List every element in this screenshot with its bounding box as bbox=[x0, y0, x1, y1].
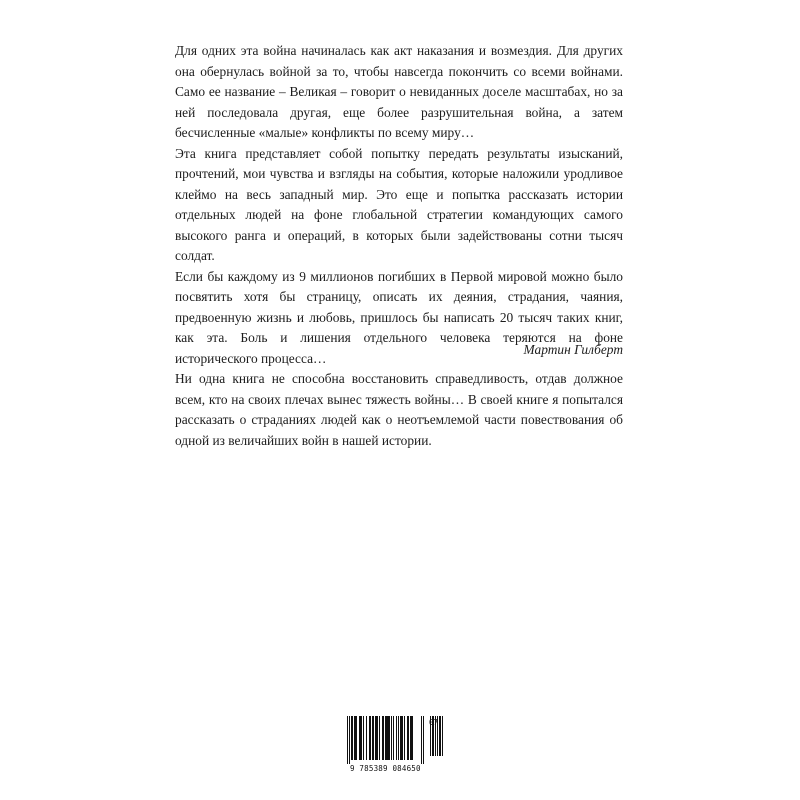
barcode-bar bbox=[398, 716, 399, 760]
paragraph-2: Эта книга представляет собой попытку передать результаты изысканий, прочтений, мои чувства и взгляды на события, которые наложили уродливое клеймо на весь западный мир. Это еще и попытка рассказать истории отдельных людей на фоне глобальной стратегии командующих самого высокого ранга и операций, в которых были задействованы сотни тысяч солдат. bbox=[175, 145, 623, 263]
barcode-bar bbox=[389, 716, 390, 760]
barcode-bar bbox=[423, 716, 424, 764]
paragraph-3: Если бы каждому из 9 миллионов погибших в Первой мировой можно было посвятить хотя бы страницу, описать их деяния, страдания, чаяния, предвоенную жизнь и любовь, пришлось бы написать 20 тысяч таких книг, как эта. Боль и лишения отдельного человека теряются на фоне исторического процесса… bbox=[175, 268, 623, 366]
barcode-bar bbox=[404, 716, 405, 760]
barcode-bar bbox=[369, 716, 371, 760]
barcode-bar bbox=[407, 716, 409, 760]
paragraph-1: Для одних эта война начиналась как акт наказания и возмездия. Для других она обернулась войной за то, чтобы навсегда покончить со всеми войнами. Само ее название – Великая – говорит о невиданных доселе масштабах, но за ней последовала другая, еще более разрушительная война, а затем бесчисленные «малые» конфликты по всему миру… bbox=[175, 43, 623, 140]
barcode-bar bbox=[412, 716, 413, 760]
barcode-bar bbox=[393, 716, 394, 760]
barcode-bar bbox=[379, 716, 380, 760]
barcode-bar bbox=[356, 716, 357, 760]
barcode-bar bbox=[391, 716, 392, 760]
author-signature: Мартин Гилберт bbox=[523, 342, 623, 357]
barcode-bar bbox=[354, 716, 356, 760]
barcode-bar bbox=[387, 716, 389, 760]
barcode-bar bbox=[361, 716, 362, 760]
barcode-digits: 9 785389 084650 bbox=[350, 764, 421, 773]
barcode-bar bbox=[359, 716, 361, 760]
barcode-addon: 07 bbox=[429, 718, 439, 727]
barcode-bar bbox=[402, 716, 403, 760]
barcode-bar bbox=[372, 716, 374, 760]
barcode-bar bbox=[396, 716, 397, 760]
barcode-bar bbox=[366, 716, 367, 760]
barcode-bar bbox=[375, 716, 377, 760]
barcode-bar bbox=[385, 716, 387, 760]
barcode-bar bbox=[351, 716, 353, 760]
barcode-bar bbox=[400, 716, 402, 760]
annotation-text bbox=[175, 41, 623, 451]
barcode-bar bbox=[377, 716, 378, 760]
isbn-barcode bbox=[344, 716, 448, 774]
barcode-bar bbox=[439, 716, 441, 756]
barcode-bar bbox=[347, 716, 348, 764]
barcode-bar bbox=[382, 716, 384, 760]
barcode-bar bbox=[363, 716, 364, 760]
barcode-bar bbox=[349, 716, 350, 764]
barcode-bar bbox=[410, 716, 412, 760]
barcode-bar bbox=[442, 716, 443, 756]
paragraph-4: Ни одна книга не способна восстановить справедливость, отдав должное всем, кто на своих плечах вынес тяжесть войны… В своей книге я попытался рассказать о страданиях людей как о неотъемлемой части повествования об одной из величайших войн в нашей истории. bbox=[175, 371, 623, 448]
barcode-bar bbox=[421, 716, 422, 764]
